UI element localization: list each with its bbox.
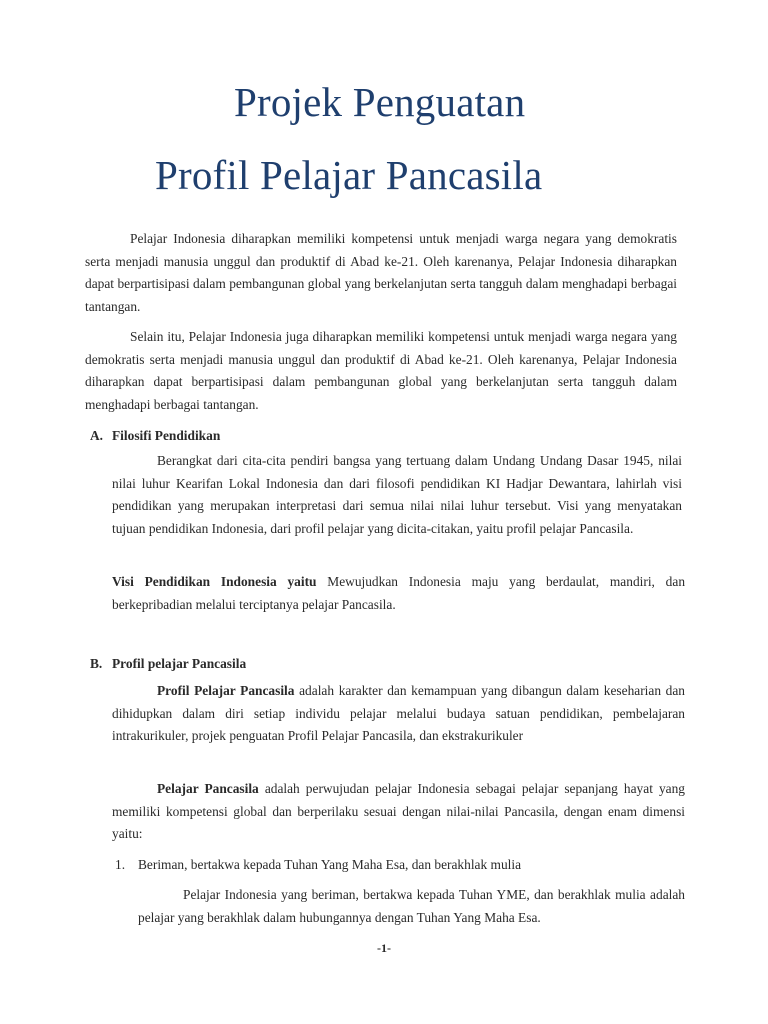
- section-a-title: Filosifi Pendidikan: [112, 428, 221, 443]
- visi-label: Visi Pendidikan Indonesia yaitu: [112, 574, 317, 589]
- list-item-description: Pelajar Indonesia yang beriman, bertakwa kepada Tuhan YME, dan berakhlak mulia adalah pelajar yang berakhlak dalam hubungannya dengan Tuhan Yang Maha Esa.: [138, 887, 685, 925]
- section-b-paragraph-2-text: adalah perwujudan pelajar Indonesia sebagai pelajar sepanjang hayat yang memiliki kompetensi global dan berperilaku sesuai dengan nilai-nilai Pancasila, dengan enam dimensi yaitu:: [112, 781, 685, 842]
- section-b-marker: B.: [90, 656, 103, 671]
- section-a-visi: [112, 571, 685, 616]
- section-b-paragraph-2: [112, 778, 685, 846]
- intro-paragraph-1: Pelajar Indonesia diharapkan memiliki kompetensi untuk menjadi warga negara yang demokratis serta menjadi manusia unggul dan produktif di Abad ke-21. Oleh karenanya, Pelajar Indonesia diharapkan dapat berpartisipasi dalam pembangunan global yang berkelanjutan serta tangguh dalam menghadapi berbagai tantangan.: [85, 231, 677, 314]
- intro-paragraph-2: Selain itu, Pelajar Indonesia juga diharapkan memiliki kompetensi untuk menjadi warga negara yang demokratis serta menjadi manusia unggul dan produktif di Abad ke-21. Oleh karenanya, Pelajar Indonesia diharapkan dapat berpartisipasi dalam pembangunan global yang berkelanjutan serta tangguh dalam menghadapi berbagai tantangan.: [85, 329, 677, 412]
- pelajar-pancasila-term: Pelajar Pancasila: [157, 781, 259, 796]
- document-title-line-2: Profil Pelajar Pancasila: [155, 152, 543, 198]
- section-b-paragraph-1-text: adalah karakter dan kemampuan yang dibangun dalam keseharian dan dihidupkan dalam diri setiap individu pelajar melalui budaya satuan pendidikan, pembelajaran intrakurikuler, projek penguatan Profil Pelajar Pancasila, dan ekstrakurikuler: [112, 683, 686, 744]
- profil-pelajar-pancasila-term: Profil Pelajar Pancasila: [157, 683, 295, 698]
- list-item-number: 1.: [115, 857, 126, 872]
- list-item-label: Beriman, bertakwa kepada Tuhan Yang Maha Esa, dan berakhlak mulia: [138, 857, 522, 872]
- list-item: [115, 857, 521, 873]
- section-a-heading: [90, 428, 220, 444]
- section-b-heading: [90, 656, 246, 672]
- visi-text: Mewujudkan Indonesia maju yang berdaulat, mandiri, dan berkepribadian melalui terciptanya pelajar Pancasila.: [112, 574, 686, 612]
- section-a-paragraph: Berangkat dari cita-cita pendiri bangsa yang tertuang dalam Undang Undang Dasar 1945, nilai nilai luhur Kearifan Lokal Indonesia dan dari filosofi pendidikan KI Hadjar Dewantara, lahirlah visi pendidikan yang merupakan interpretasi dari semua nilai nilai luhur tersebut. Visi yang menyatakan tujuan pendidikan Indonesia, dari profil pelajar yang dicita-citakan, yaitu profil pelajar Pancasila.: [112, 453, 682, 536]
- document-title-line-1: Projek Penguatan: [234, 79, 526, 125]
- section-a-marker: A.: [90, 428, 104, 443]
- page-number: -1-: [377, 941, 391, 955]
- section-b-paragraph-1: [112, 680, 685, 748]
- section-b-title: Profil pelajar Pancasila: [112, 656, 247, 671]
